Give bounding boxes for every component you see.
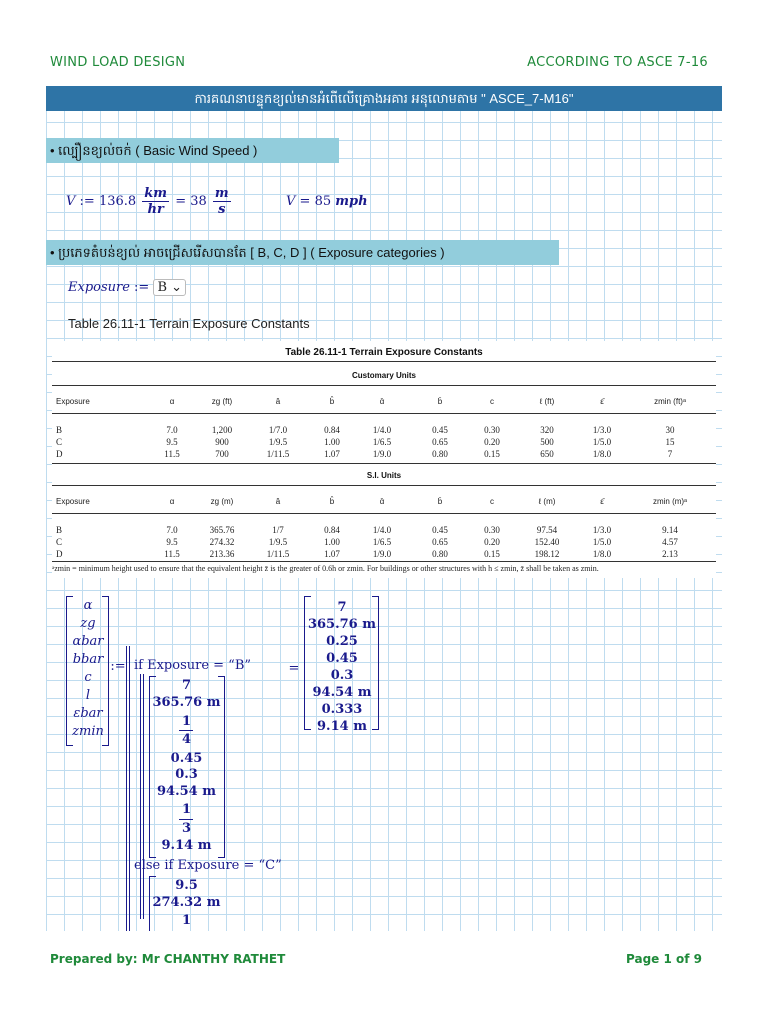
customary-cell: 1/9.5 bbox=[268, 437, 288, 447]
si-cell: 9.5 bbox=[166, 537, 178, 547]
fraction-rule-0 bbox=[179, 730, 193, 731]
si-cell: 0.20 bbox=[484, 537, 500, 547]
section-basic-wind-speed: • ល្បឿនខ្យល់ចក់ ( Basic Wind Speed ) bbox=[46, 138, 339, 163]
customary-cell: B bbox=[56, 425, 63, 435]
else-if-exposure-c: else if Exposure = “C” bbox=[134, 858, 282, 873]
var-5: l bbox=[85, 688, 91, 703]
si-cell: 152.40 bbox=[534, 537, 560, 547]
customary-header-10: zmin (ft)ᵃ bbox=[654, 397, 686, 406]
si-header-4: b̂ bbox=[329, 497, 335, 506]
si-header-8: ℓ (m) bbox=[538, 497, 556, 506]
si-cell: 365.76 bbox=[209, 525, 235, 535]
customary-cell: 11.5 bbox=[164, 449, 180, 459]
customary-cell: 1/8.0 bbox=[592, 449, 612, 459]
b-value-1: 365.76 m bbox=[152, 695, 221, 710]
b-value-2: 1 bbox=[181, 714, 192, 729]
customary-cell: 30 bbox=[665, 425, 675, 435]
customary-cell: 1/6.5 bbox=[372, 437, 392, 447]
customary-cell: 1/9.0 bbox=[372, 449, 392, 459]
var-3: bbar bbox=[72, 652, 104, 667]
c-value-1: 274.32 m bbox=[152, 895, 221, 910]
var-6: εbar bbox=[73, 706, 103, 721]
b-value-3: 4 bbox=[181, 732, 192, 747]
si-units-label: S.I. Units bbox=[366, 471, 402, 480]
worksheet-title-bar: ការគណនាបន្ទុកខ្យល់មានអំពើលើគ្រោងអគារ អនុលោមតាម " ASCE_7-M16" bbox=[46, 86, 722, 111]
customary-cell: 0.30 bbox=[484, 425, 500, 435]
si-cell: 198.12 bbox=[534, 549, 560, 559]
customary-cell: 1,200 bbox=[211, 425, 233, 435]
si-cell: 1/11.5 bbox=[266, 549, 290, 559]
b-value-8: 3 bbox=[181, 821, 192, 836]
table-footnote: ᵃzmin = minimum height used to ensure that the equivalent height z̄ is the greater of 0.6h or zmin. For buildings or other structures with h ≤ zmin, z̄ shall be taken as zmin. bbox=[52, 564, 599, 573]
assign-operator: := bbox=[110, 659, 126, 674]
si-cell: 1/5.0 bbox=[592, 537, 612, 547]
terrain-exposure-table bbox=[52, 341, 716, 578]
customary-header-1: α bbox=[169, 397, 175, 406]
customary-cell: 1/4.0 bbox=[372, 425, 392, 435]
si-header-5: ᾱ bbox=[379, 497, 385, 506]
wind-speed-ms: 38 bbox=[190, 194, 207, 209]
si-cell: 0.45 bbox=[432, 525, 448, 535]
customary-cell: 650 bbox=[540, 449, 554, 459]
program-bar-1 bbox=[126, 646, 127, 931]
var-7: zmin bbox=[72, 724, 104, 739]
customary-header-3: â bbox=[275, 397, 281, 406]
customary-cell: 1/7.0 bbox=[268, 425, 288, 435]
customary-cell: 900 bbox=[215, 437, 229, 447]
customary-header-9: ε̄ bbox=[600, 397, 604, 406]
si-cell: 1/9.5 bbox=[268, 537, 288, 547]
program-bar-4 bbox=[143, 674, 144, 919]
customary-header-2: zg (ft) bbox=[211, 397, 233, 406]
program-bar-3 bbox=[140, 674, 141, 919]
wind-speed-metric-equation: V := 136.8 $\frac{km}{hr}$ = 38 $\frac{m}{s}$ bbox=[66, 186, 229, 217]
customary-cell: 7 bbox=[667, 449, 673, 459]
customary-cell: 320 bbox=[540, 425, 554, 435]
var-1: zg bbox=[80, 616, 96, 631]
customary-cell: 0.84 bbox=[324, 425, 340, 435]
wind-speed-mph-equation: V = 85 mph bbox=[286, 194, 368, 209]
customary-cell: 0.65 bbox=[432, 437, 448, 447]
si-header-7: c bbox=[490, 497, 494, 506]
customary-cell: 9.5 bbox=[166, 437, 178, 447]
customary-cell: 1/5.0 bbox=[592, 437, 612, 447]
si-cell: 4.57 bbox=[662, 537, 678, 547]
si-cell: 9.14 bbox=[662, 525, 678, 535]
si-cell: C bbox=[56, 537, 63, 547]
program-bar-2 bbox=[129, 646, 130, 931]
b-value-9: 9.14 m bbox=[161, 838, 212, 853]
page-number: Page 1 of 9 bbox=[626, 952, 702, 966]
si-header-1: α bbox=[169, 497, 175, 506]
prepared-by: Prepared by: Mr CHANTHY RATHET bbox=[50, 952, 286, 966]
result-value-1: 365.76 m bbox=[307, 617, 377, 632]
customary-cell: 1.07 bbox=[324, 449, 340, 459]
customary-cell: 1/3.0 bbox=[592, 425, 612, 435]
si-cell: 0.15 bbox=[484, 549, 500, 559]
result-value-6: 0.333 bbox=[321, 702, 363, 717]
b-value-7: 1 bbox=[181, 802, 192, 817]
customary-cell: 500 bbox=[540, 437, 554, 447]
customary-cell: C bbox=[56, 437, 63, 447]
customary-cell: D bbox=[56, 449, 63, 459]
b-value-0: 7 bbox=[181, 678, 192, 693]
customary-cell: 15 bbox=[665, 437, 675, 447]
section-exposure-categories: • ប្រភេទតំបន់ខ្យល់ អាចជ្រើសរើសបានតែ [ B, C, D ] ( Exposure categories ) bbox=[46, 240, 559, 265]
si-cell: 1.00 bbox=[324, 537, 340, 547]
c-value-2: 1 bbox=[181, 913, 192, 928]
chevron-down-icon: ⌄ bbox=[171, 280, 183, 295]
si-cell: D bbox=[56, 549, 63, 559]
fraction-rule-1 bbox=[179, 819, 193, 820]
result-value-7: 9.14 m bbox=[317, 719, 367, 734]
customary-header-6: b̄ bbox=[437, 397, 443, 406]
si-cell: 7.0 bbox=[166, 525, 178, 535]
result-value-4: 0.3 bbox=[330, 668, 354, 683]
customary-cell: 0.45 bbox=[432, 425, 448, 435]
si-cell: 1/4.0 bbox=[372, 525, 392, 535]
header-standard: ACCORDING TO ASCE 7-16 bbox=[527, 55, 708, 70]
if-exposure-b: if Exposure = “B” bbox=[134, 658, 252, 673]
si-header-0: Exposure bbox=[56, 497, 90, 506]
customary-cell: 1/11.5 bbox=[266, 449, 290, 459]
customary-header-4: b̂ bbox=[329, 397, 335, 406]
b-value-6: 94.54 m bbox=[157, 784, 216, 799]
si-header-2: zg (m) bbox=[210, 497, 234, 506]
worksheet bbox=[46, 86, 722, 931]
si-cell: B bbox=[56, 525, 63, 535]
customary-cell: 1.00 bbox=[324, 437, 340, 447]
exposure-assignment: Exposure := B ⌄ bbox=[68, 279, 186, 296]
si-cell: 0.65 bbox=[432, 537, 448, 547]
wind-speed-mph: 85 bbox=[314, 194, 332, 209]
result-value-5: 94.54 m bbox=[312, 685, 372, 700]
equals-sign: = bbox=[288, 661, 300, 676]
result-value-3: 0.45 bbox=[326, 651, 358, 666]
si-cell: 274.32 bbox=[209, 537, 235, 547]
customary-cell: 0.15 bbox=[484, 449, 500, 459]
si-header-3: â bbox=[275, 497, 281, 506]
si-cell: 0.80 bbox=[432, 549, 448, 559]
var-2: αbar bbox=[72, 634, 104, 649]
wind-speed-kmhr[interactable]: 136.8 bbox=[98, 194, 137, 209]
si-cell: 2.13 bbox=[662, 549, 678, 559]
result-value-0: 7 bbox=[337, 600, 347, 615]
table-caption: Table 26.11-1 Terrain Exposure Constants bbox=[68, 316, 310, 331]
customary-units-label: Customary Units bbox=[351, 371, 416, 380]
si-cell: 1/7 bbox=[272, 525, 284, 535]
customary-header-0: Exposure bbox=[56, 397, 90, 406]
customary-header-8: ℓ (ft) bbox=[539, 397, 555, 406]
header-title: WIND LOAD DESIGN bbox=[50, 55, 186, 70]
si-cell: 1/3.0 bbox=[592, 525, 612, 535]
table-title: Table 26.11-1 Terrain Exposure Constants bbox=[285, 347, 483, 358]
var-4: c bbox=[84, 670, 92, 685]
customary-cell: 0.80 bbox=[432, 449, 448, 459]
si-cell: 1/9.0 bbox=[372, 549, 392, 559]
si-cell: 213.36 bbox=[209, 549, 235, 559]
si-cell: 1/6.5 bbox=[372, 537, 392, 547]
exposure-dropdown[interactable]: B ⌄ bbox=[153, 279, 186, 296]
si-cell: 97.54 bbox=[536, 525, 558, 535]
si-header-9: ε̄ bbox=[600, 497, 604, 506]
var-0: α bbox=[83, 598, 93, 613]
b-value-4: 0.45 bbox=[170, 751, 203, 766]
customary-cell: 0.20 bbox=[484, 437, 500, 447]
b-value-5: 0.3 bbox=[175, 767, 198, 782]
si-cell: 11.5 bbox=[164, 549, 180, 559]
customary-cell: 7.0 bbox=[166, 425, 178, 435]
si-header-10: zmin (m)ᵃ bbox=[652, 497, 688, 506]
si-cell: 1/8.0 bbox=[592, 549, 612, 559]
result-value-2: 0.25 bbox=[326, 634, 358, 649]
si-cell: 1.07 bbox=[324, 549, 340, 559]
si-cell: 0.30 bbox=[484, 525, 500, 535]
c-value-0: 9.5 bbox=[175, 878, 198, 893]
customary-header-5: ᾱ bbox=[379, 397, 385, 406]
si-cell: 0.84 bbox=[324, 525, 340, 535]
customary-cell: 700 bbox=[215, 449, 229, 459]
si-header-6: b̄ bbox=[437, 497, 443, 506]
customary-header-7: c bbox=[490, 397, 494, 406]
